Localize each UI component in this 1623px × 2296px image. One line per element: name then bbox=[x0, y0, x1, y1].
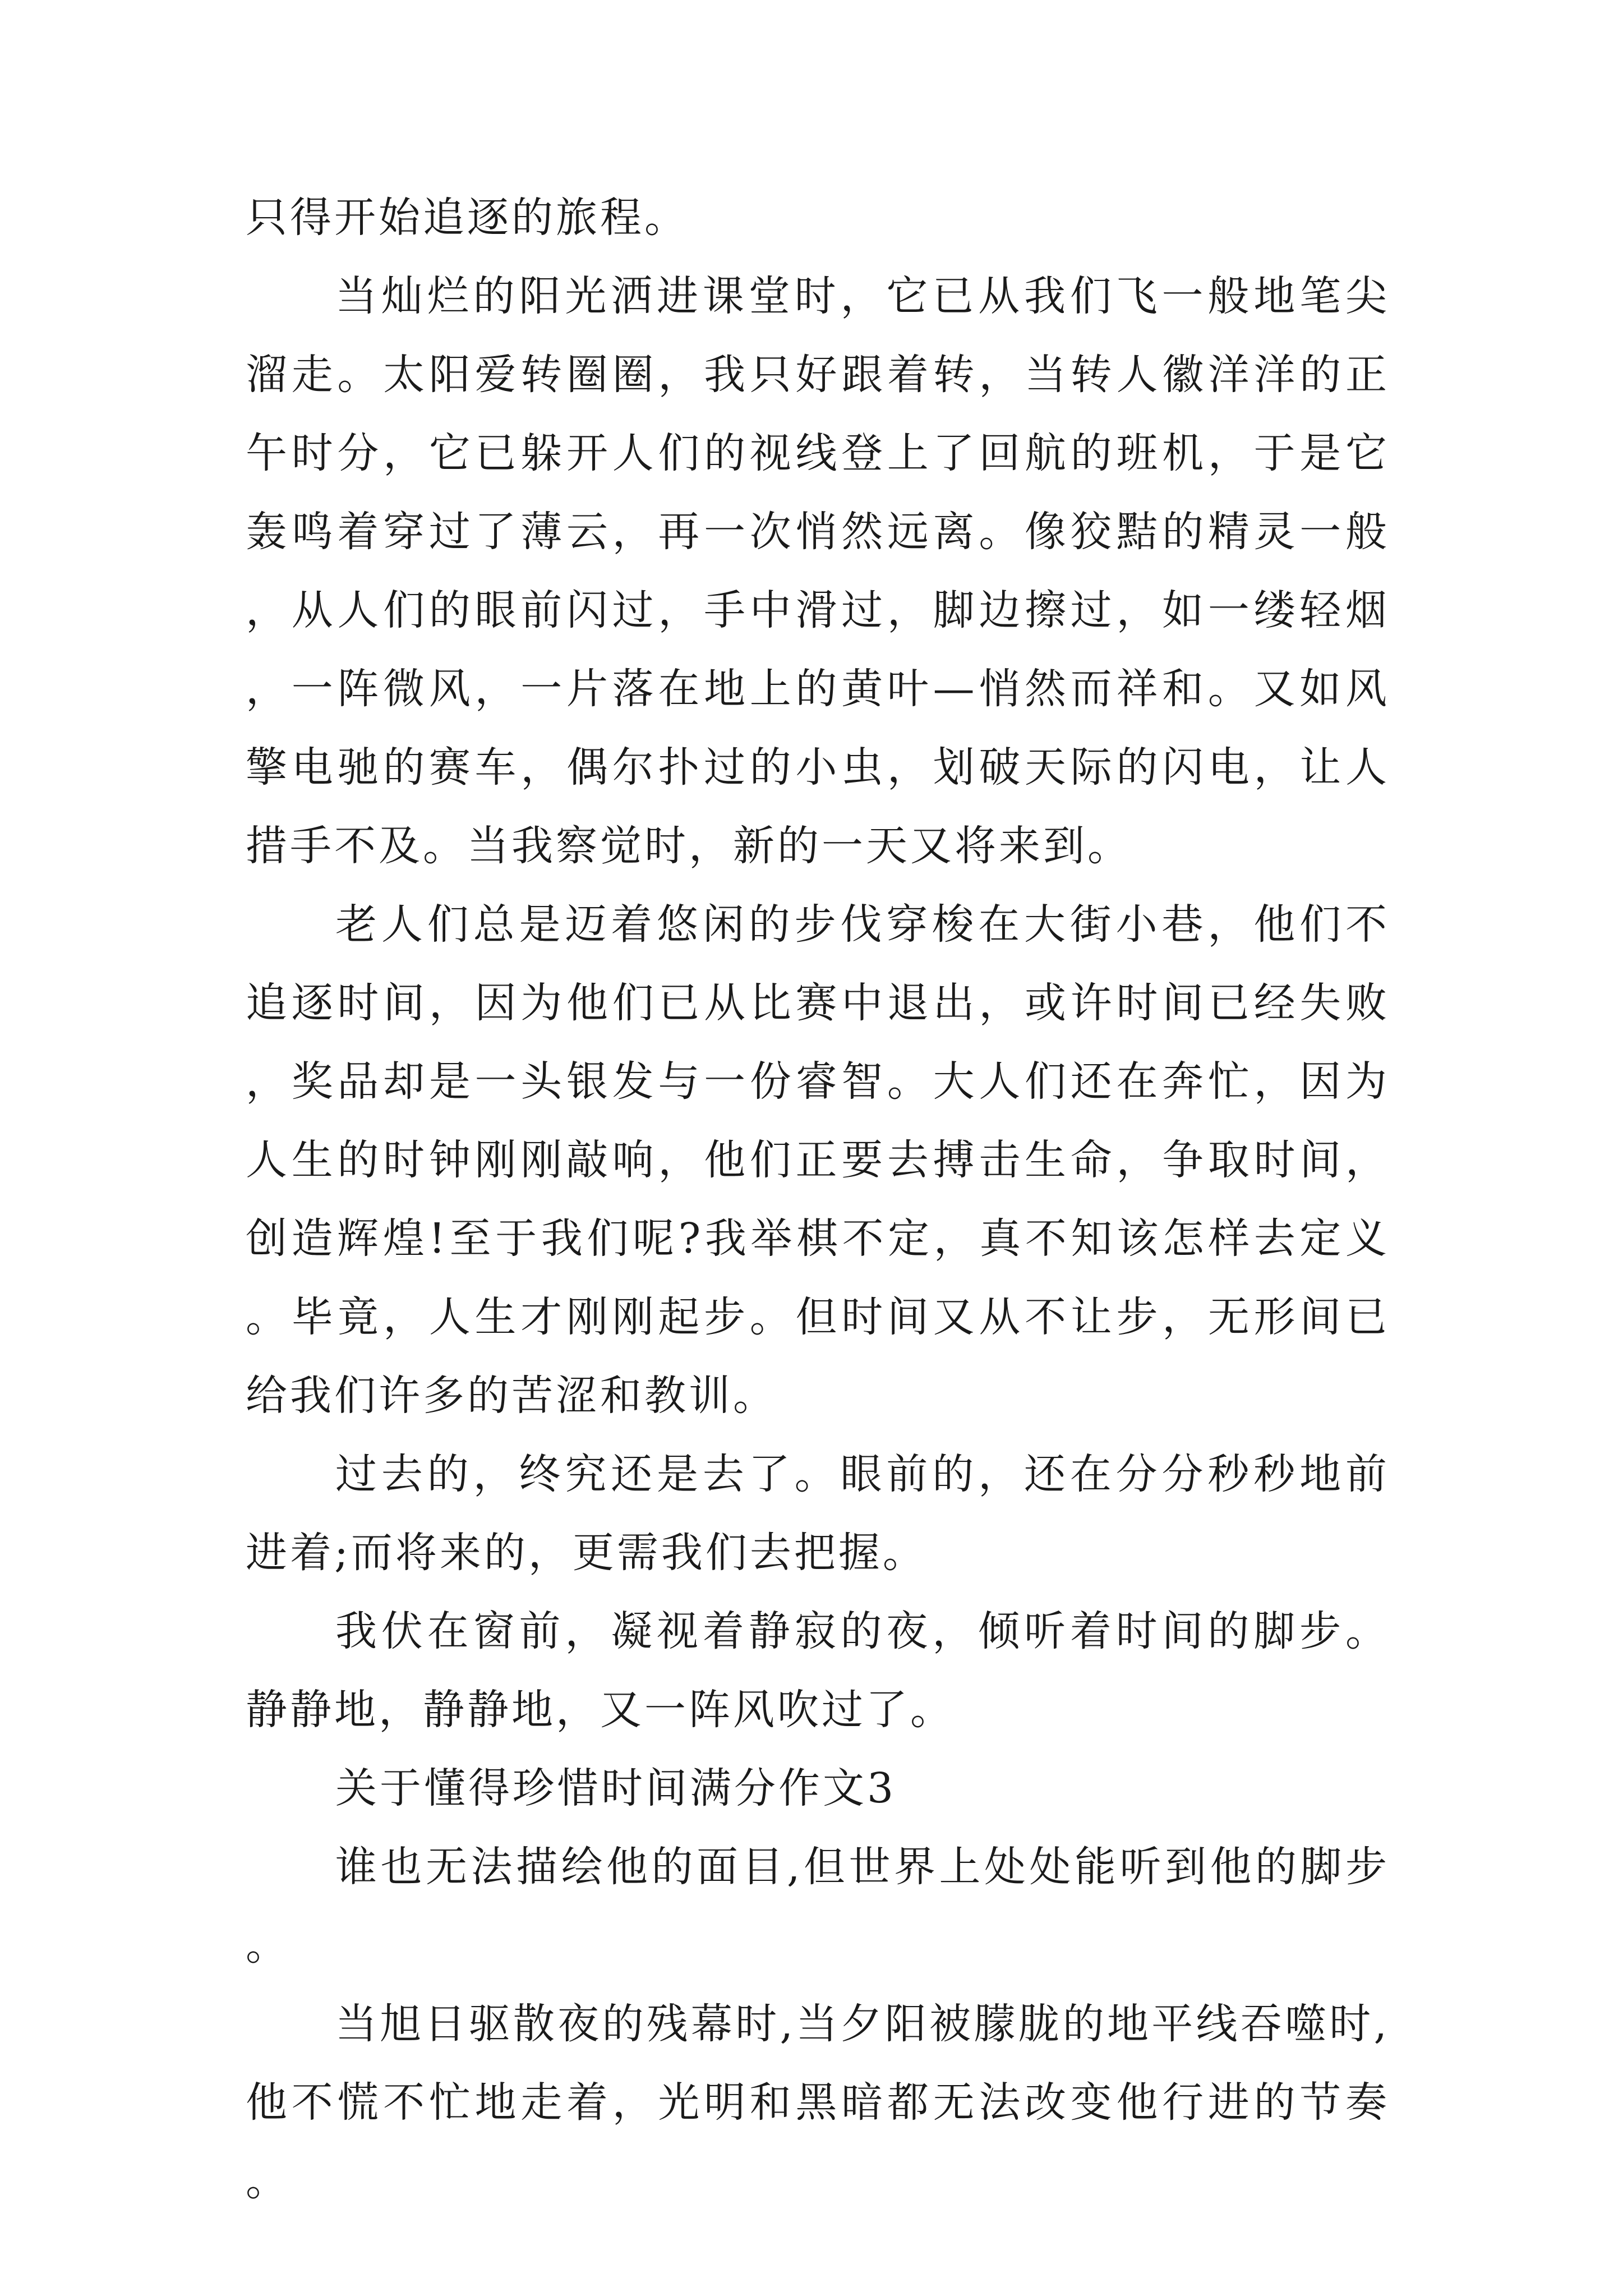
document-body bbox=[246, 178, 1390, 2220]
paragraph-5: 我伏在窗前，凝视着静寂的夜，倾听着时间的脚步。静静地，静静地，又一阵风吹过了。 bbox=[246, 1607, 1390, 1734]
paragraph-2: 当灿烂的阳光洒进课堂时，它已从我们飞一般地笔尖溜走。太阳爱转圈圈，我只好跟着转，当转人徽洋洋的正午时分，它已躲开人们的视线登上了回航的班机，于是它轰鸣着穿过了薄云，再一次悄然远离。像狡黠的精灵一般，从人们的眼前闪过，手中滑过，脚边擦过，如一缕轻烟，一阵微风，一片落在地上的黄叶—悄然而祥和。又如风擎电驰的赛车，偶尔扑过的小虫，划破天际的闪电，让人措手不及。当我察觉时，新的一天又将来到。 bbox=[246, 272, 1390, 870]
paragraph-7: 当旭日驱散夜的残幕时,当夕阳被朦胧的地平线吞噬时,他不慌不忙地走着，光明和黑暗都无法改变他行进的节奏。 bbox=[246, 2000, 1390, 2205]
paragraph-1: 只得开始追逐的旅程。 bbox=[246, 194, 689, 242]
paragraph-6: 谁也无法描绘他的面目,但世界上处处能听到他的脚步。 bbox=[246, 1843, 1390, 1970]
paragraph-4: 过去的，终究还是去了。眼前的，还在分分秒秒地前进着;而将来的，更需我们去把握。 bbox=[246, 1450, 1390, 1577]
paragraph-3: 老人们总是迈着悠闲的步伐穿梭在大街小巷，他们不追逐时间，因为他们已从比赛中退出，或许时间已经失败，奖品却是一头银发与一份睿智。大人们还在奔忙，因为人生的时钟刚刚敲响，他们正要去搏击生命，争取时间，创造辉煌!至于我们呢?我举棋不定，真不知该怎样去定义。毕竟，人生才刚刚起步。但时间又从不让步，无形间已给我们许多的苦涩和教训。 bbox=[246, 900, 1390, 1420]
section-heading: 关于懂得珍惜时间满分作文3 bbox=[335, 1764, 897, 1812]
